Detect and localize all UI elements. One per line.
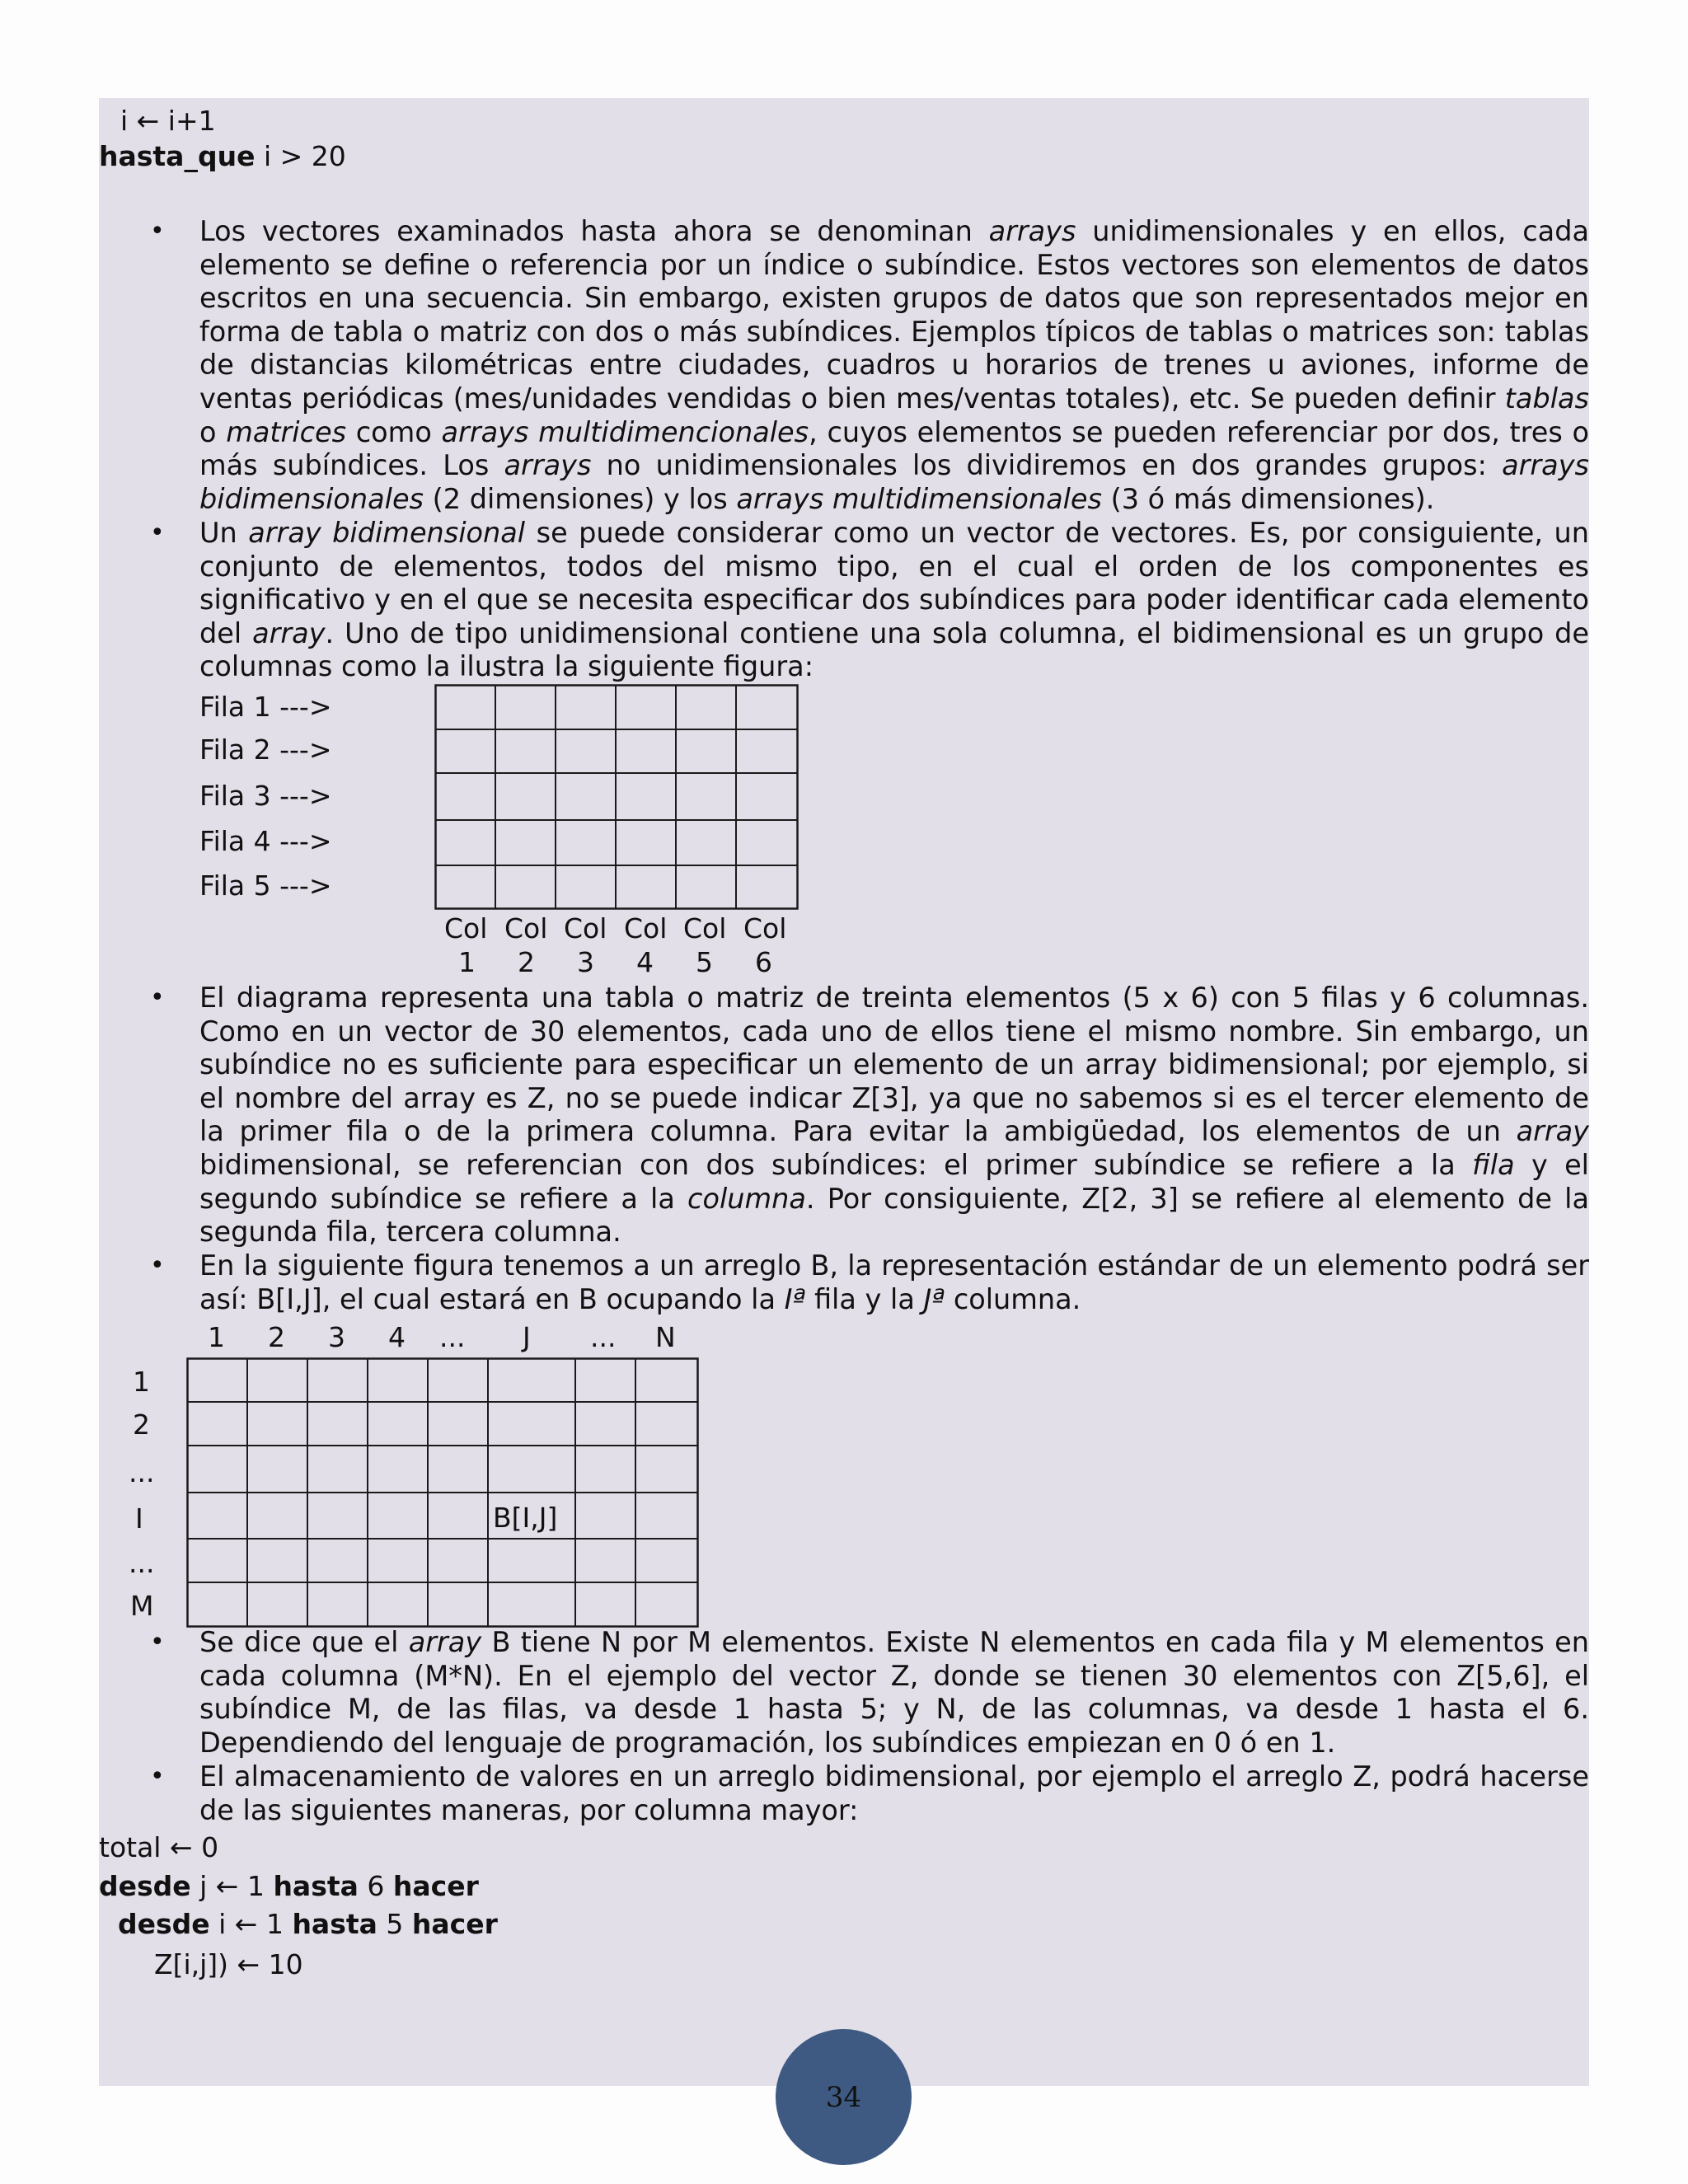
code-text: 5: [377, 1908, 412, 1940]
code-keyword: desde: [99, 1870, 191, 1902]
page-number-badge: [776, 2029, 912, 2165]
array-b-grid: [186, 1357, 699, 1628]
col-number: 6: [755, 946, 772, 978]
code-text: i > 20: [255, 140, 346, 172]
body-text: Los vectores examinados hasta ahora se denominan: [199, 215, 989, 247]
col-header: 2: [268, 1321, 285, 1353]
row-label: Fila 4 --->: [199, 825, 332, 857]
paragraph-bidimensional-definition: [99, 517, 1589, 684]
body-text: Un: [199, 517, 249, 549]
body-text: . Uno de tipo unidimensional contiene una sola columna, el bidimensional es un grupo de columnas como la ilustra la siguiente figura:: [199, 616, 1589, 683]
code-line-total: [99, 1829, 218, 1867]
row-header: 2: [133, 1408, 150, 1441]
col-number: 5: [696, 946, 713, 978]
bullet-icon: •: [150, 1251, 165, 1280]
code-text: 6: [358, 1870, 393, 1902]
code-text: Z[i,j]) ← 10: [154, 1948, 303, 1980]
code-keyword: desde: [118, 1908, 210, 1940]
code-keyword: hasta: [292, 1908, 377, 1940]
paragraph-arrays-intro: [99, 215, 1589, 516]
row-header: ...: [129, 1456, 155, 1488]
body-text: o: [199, 415, 227, 448]
row-label: Fila 5 --->: [199, 869, 332, 902]
col-label: Col: [504, 912, 548, 944]
code-line-increment: [120, 102, 216, 140]
paragraph-text: [199, 215, 1589, 516]
col-number: 4: [636, 946, 654, 978]
paragraph-matrix-explanation: [99, 982, 1589, 1249]
row-label: Fila 2 --->: [199, 733, 332, 766]
page-number: 34: [825, 2080, 862, 2114]
col-number: 2: [518, 946, 535, 978]
code-text: i ← i+1: [120, 105, 216, 137]
body-text: y el segundo subíndice se refiere a la: [199, 1148, 1589, 1215]
emphasis-text: array: [408, 1626, 482, 1658]
col-header: 1: [208, 1321, 225, 1353]
emphasis-text: columna: [687, 1182, 806, 1215]
col-header: ...: [590, 1321, 617, 1353]
row-header: 1: [133, 1366, 150, 1398]
emphasis-text: tablas: [1504, 382, 1589, 415]
paragraph-n-by-m: [99, 1626, 1589, 1760]
emphasis-text: Iª: [784, 1282, 806, 1315]
body-text: columna.: [945, 1282, 1081, 1315]
col-number: 1: [458, 946, 476, 978]
code-line-until: [99, 138, 346, 176]
emphasis-text: arrays bidimensionales: [199, 449, 1589, 515]
body-text: unidimensionales y en ellos, cada elemento se define o referencia por un índice o subíndice. Estos vectores son elementos de datos escritos en una secuencia. Sin embargo, existen grupos de datos que son representados mejor en forma de tabla o matriz con dos o más subíndices. Ejemplos típicos de tablas o matrices son: tablas de distancias kilométricas entre ciudades, cuadros u horarios de trenes u aviones, informe de ventas periódicas (mes/unidades vendidas o bien mes/ventas totales), etc. Se pueden definir: [199, 215, 1589, 415]
paragraph-text: [199, 1760, 1589, 1827]
body-text: como: [346, 415, 442, 448]
code-text: j ← 1: [190, 1870, 274, 1902]
body-text: (2 dimensiones) y los: [424, 482, 737, 515]
body-text: , cuyos elementos se pueden referenciar por dos, tres o más subíndices. Los: [199, 415, 1589, 482]
emphasis-text: arrays multidimencionales: [441, 415, 809, 448]
body-text: bidimensional, se referencian con dos subíndices: el primer subíndice se refiere a la: [199, 1148, 1473, 1181]
bullet-icon: •: [150, 518, 165, 547]
body-text: El diagrama representa una tabla o matriz de treinta elementos (5 x 6) con 5 filas y 6 columnas. Como en un vector de 30 elementos, cada uno de ellos tiene el mismo nombre. Sin embargo, un subíndice no es suficiente para especificar un elemento de un array bidimensional; por ejemplo, si el nombre del array es Z, no se puede indicar Z[3], ya que no sabemos si es el tercer elemento de la primer fila o de la primera columna. Para evitar la ambigüedad, los elementos de un: [199, 982, 1589, 1148]
code-keyword: hasta: [273, 1870, 359, 1902]
col-header: J: [523, 1321, 531, 1353]
col-header: 3: [328, 1321, 345, 1353]
row-header: I: [135, 1502, 143, 1535]
body-text: fila y la: [805, 1282, 924, 1315]
row-label: Fila 3 --->: [199, 780, 332, 812]
code-text: total ← 0: [99, 1831, 219, 1863]
code-keyword: hasta_que: [99, 140, 256, 172]
body-text: se puede considerar como un vector de vectores. Es, por consiguiente, un conjunto de elementos, todos del mismo tipo, en el cual el orden de los componentes es significativo y en el que se necesita especificar dos subíndices para poder identificar cada elemento del: [199, 517, 1589, 649]
code-line-outer-loop: [99, 1868, 479, 1905]
body-text: B tiene N por M elementos. Existe N elementos en cada fila y M elementos en cada columna (M*N). En el ejemplo del vector Z, donde se tienen 30 elementos con Z[5,6], el subíndice M, de las filas, va desde 1 hasta 5; y N, de las columnas, va desde 1 hasta el 6. Dependiendo del lenguaje de programación, los subíndices empiezan en 0 ó en 1.: [199, 1626, 1589, 1759]
bullet-icon: •: [150, 1628, 165, 1657]
body-text: (3 ó más dimensiones).: [1102, 482, 1435, 515]
paragraph-text: [199, 1249, 1589, 1316]
paragraph-storage: [99, 1760, 1589, 1827]
code-text: i ← 1: [209, 1908, 293, 1940]
col-label: Col: [564, 912, 607, 944]
col-header: N: [655, 1321, 676, 1353]
emphasis-text: arrays: [504, 449, 592, 482]
body-text: Se dice que el: [199, 1626, 409, 1658]
emphasis-text: arrays: [988, 215, 1076, 247]
emphasis-text: matrices: [226, 415, 347, 448]
paragraph-text: [199, 1626, 1589, 1760]
body-text: no unidimensionales los dividiremos en dos grandes grupos:: [591, 449, 1503, 482]
row-header: M: [130, 1590, 154, 1622]
code-line-inner-loop: [118, 1905, 498, 1943]
code-keyword: hacer: [411, 1908, 498, 1940]
paragraph-text: [199, 517, 1589, 684]
bullet-icon: •: [150, 1762, 165, 1791]
col-label: Col: [444, 912, 488, 944]
col-label: Col: [624, 912, 668, 944]
paragraph-text: [199, 982, 1589, 1249]
col-header: 4: [388, 1321, 406, 1353]
col-label: Col: [743, 912, 787, 944]
bullet-icon: •: [150, 217, 165, 246]
row-header: ...: [129, 1547, 155, 1579]
emphasis-text: array bidimensional: [248, 517, 526, 549]
emphasis-text: array: [1516, 1115, 1589, 1148]
cell-b-i-j: B[I,J]: [493, 1502, 558, 1534]
body-text: El almacenamiento de valores en un arreglo bidimensional, por ejemplo el arreglo Z, podrá hacerse de las siguientes maneras, por columna mayor:: [199, 1760, 1589, 1826]
emphasis-text: Jª: [923, 1282, 945, 1315]
matrix-grid-5x6: [434, 684, 799, 910]
bullet-icon: •: [150, 983, 165, 1012]
col-header: ...: [439, 1321, 466, 1353]
emphasis-text: array: [252, 616, 326, 649]
paragraph-array-b: [99, 1249, 1589, 1316]
emphasis-text: arrays multidimensionales: [736, 482, 1102, 515]
emphasis-text: fila: [1472, 1148, 1515, 1181]
code-keyword: hacer: [392, 1870, 479, 1902]
body-text: . Por consiguiente, Z[2, 3] se refiere al elemento de la segunda fila, tercera columna.: [199, 1182, 1589, 1249]
code-line-assign: [154, 1946, 303, 1984]
row-label: Fila 1 --->: [199, 691, 332, 723]
body-text: En la siguiente figura tenemos a un arreglo B, la representación estándar de un elemento podrá ser así: B[I,J], el cual estará en B ocupando la: [199, 1249, 1589, 1315]
col-label: Col: [683, 912, 727, 944]
col-number: 3: [577, 946, 594, 978]
